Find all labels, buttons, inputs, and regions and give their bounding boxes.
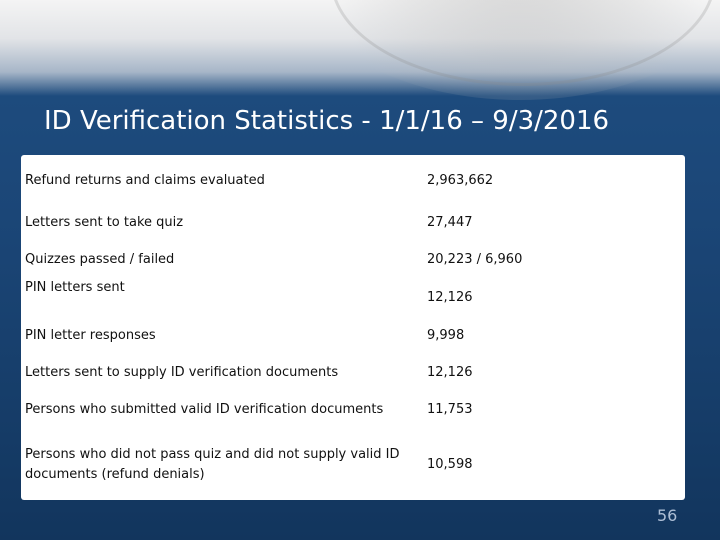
statistics-table	[21, 155, 685, 500]
row-label: Persons who did not pass quiz and did not supply valid ID documents (refund denials)	[25, 447, 400, 482]
row-label: Refund returns and claims evaluated	[25, 173, 265, 188]
slide-title: ID Verification Statistics - 1/1/16 – 9/3/2016	[44, 106, 610, 136]
page-number: 56	[657, 506, 678, 525]
row-label: Letters sent to supply ID verification documents	[25, 365, 339, 380]
row-value: 2,963,662	[427, 173, 494, 188]
row-value: 9,998	[427, 328, 465, 343]
row-value: 10,598	[427, 457, 473, 472]
row-value: 27,447	[427, 215, 473, 230]
row-value: 11,753	[427, 402, 473, 417]
row-label: Persons who submitted valid ID verification documents	[25, 402, 384, 417]
row-label: PIN letter responses	[25, 328, 156, 343]
row-label: PIN letters sent	[25, 280, 125, 295]
row-value: 12,126	[427, 290, 473, 305]
row-value: 12,126	[427, 365, 473, 380]
row-label: Quizzes passed / failed	[25, 252, 175, 267]
row-label: Letters sent to take quiz	[25, 215, 184, 230]
row-value: 20,223 / 6,960	[427, 252, 523, 267]
